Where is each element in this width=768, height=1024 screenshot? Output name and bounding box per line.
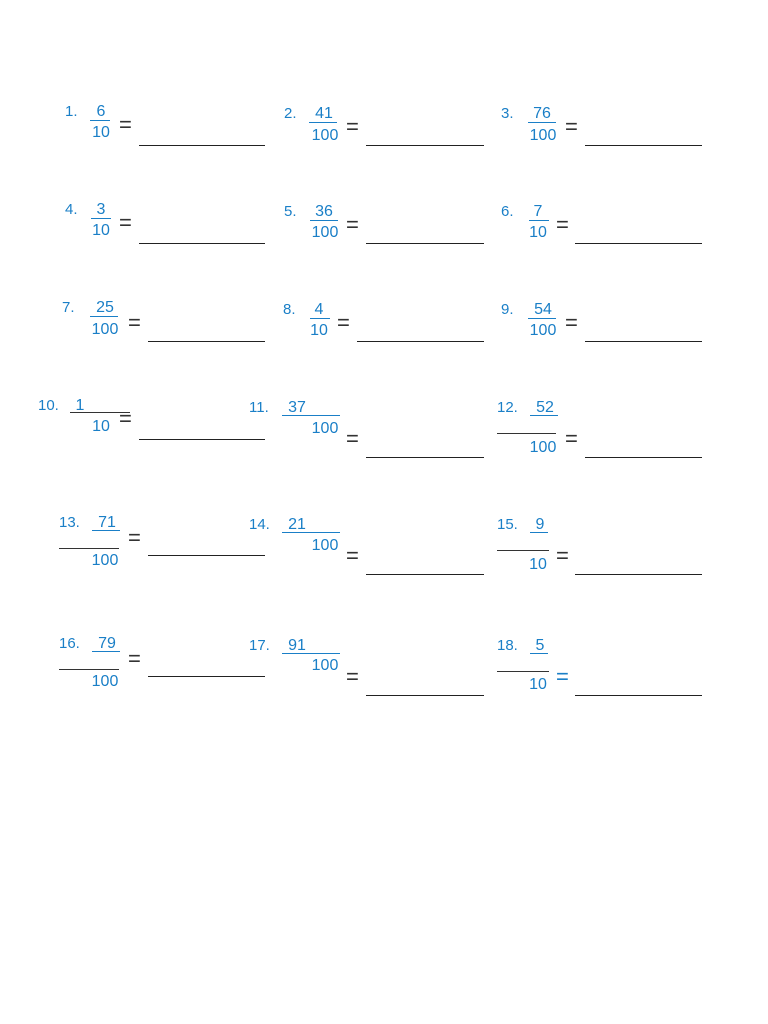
numerator: 5 xyxy=(535,637,545,654)
denominator: 10 xyxy=(92,418,110,435)
denominator: 10 xyxy=(92,124,110,141)
fraction-bar xyxy=(309,122,337,123)
problem-number: 13. xyxy=(59,514,80,531)
answer-blank[interactable] xyxy=(585,145,702,146)
numerator: 54 xyxy=(534,301,552,318)
fraction-bar xyxy=(528,318,556,319)
numerator: 41 xyxy=(315,105,333,122)
numerator: 1 xyxy=(75,397,85,414)
numerator: 6 xyxy=(96,103,106,120)
answer-blank[interactable] xyxy=(366,695,484,696)
equals-sign: = xyxy=(346,543,359,568)
answer-blank[interactable] xyxy=(366,574,484,575)
denominator: 10 xyxy=(92,222,110,239)
answer-blank[interactable] xyxy=(148,555,265,556)
numerator: 7 xyxy=(533,203,543,220)
denominator: 100 xyxy=(529,322,557,339)
equals-sign: = xyxy=(565,426,578,451)
fraction-bar xyxy=(92,530,120,531)
fraction-bar xyxy=(91,218,111,219)
answer-blank[interactable] xyxy=(357,341,484,342)
problem-number: 3. xyxy=(501,105,514,122)
denominator: 100 xyxy=(311,537,339,554)
denominator: 100 xyxy=(529,127,557,144)
problem-number: 15. xyxy=(497,516,518,533)
denominator: 100 xyxy=(311,224,339,241)
problem-number: 17. xyxy=(249,637,270,654)
numerator: 79 xyxy=(98,635,116,652)
denominator: 10 xyxy=(529,224,547,241)
answer-blank[interactable] xyxy=(139,243,265,244)
problem-number: 9. xyxy=(501,301,514,318)
fraction-bar xyxy=(530,532,548,533)
equals-sign: = xyxy=(119,210,132,235)
numerator: 9 xyxy=(535,516,545,533)
fraction-bar xyxy=(529,220,549,221)
equals-sign: = xyxy=(346,426,359,451)
fraction-bar xyxy=(92,651,120,652)
equals-sign: = xyxy=(346,212,359,237)
fraction-bar xyxy=(282,653,340,654)
fraction-bar-long xyxy=(497,671,549,672)
answer-blank[interactable] xyxy=(575,243,702,244)
problem-number: 12. xyxy=(497,399,518,416)
fraction-bar-long xyxy=(59,548,119,549)
fraction-bar xyxy=(90,316,118,317)
answer-blank[interactable] xyxy=(585,341,702,342)
answer-blank[interactable] xyxy=(575,695,702,696)
fraction-bar xyxy=(282,415,340,416)
answer-blank[interactable] xyxy=(585,457,702,458)
answer-blank[interactable] xyxy=(575,574,702,575)
fraction-bar xyxy=(310,220,338,221)
equals-sign: = xyxy=(119,406,132,431)
equals-sign: = xyxy=(556,664,569,689)
equals-sign: = xyxy=(337,310,350,335)
denominator: 100 xyxy=(91,552,119,569)
answer-blank[interactable] xyxy=(148,341,265,342)
denominator: 10 xyxy=(529,556,547,573)
equals-sign: = xyxy=(565,310,578,335)
fraction-bar xyxy=(282,532,340,533)
equals-sign: = xyxy=(119,112,132,137)
fraction-bar xyxy=(530,415,558,416)
equals-sign: = xyxy=(128,646,141,671)
problem-number: 4. xyxy=(65,201,78,218)
numerator: 25 xyxy=(96,299,114,316)
answer-blank[interactable] xyxy=(139,439,265,440)
equals-sign: = xyxy=(346,114,359,139)
fraction-bar-long xyxy=(497,433,556,434)
problem-number: 2. xyxy=(284,105,297,122)
problem-number: 8. xyxy=(283,301,296,318)
answer-blank[interactable] xyxy=(366,457,484,458)
equals-sign: = xyxy=(128,310,141,335)
numerator: 52 xyxy=(536,399,554,416)
denominator: 100 xyxy=(91,673,119,690)
denominator: 10 xyxy=(529,676,547,693)
numerator: 91 xyxy=(288,637,306,654)
fraction-bar xyxy=(310,318,330,319)
numerator: 76 xyxy=(533,105,551,122)
fraction-bar-long xyxy=(59,669,119,670)
denominator: 100 xyxy=(91,321,119,338)
answer-blank[interactable] xyxy=(366,243,484,244)
numerator: 3 xyxy=(96,201,106,218)
problem-number: 14. xyxy=(249,516,270,533)
numerator: 37 xyxy=(288,399,306,416)
equals-sign: = xyxy=(556,212,569,237)
denominator: 100 xyxy=(311,657,339,674)
problem-number: 1. xyxy=(65,103,78,120)
problem-number: 16. xyxy=(59,635,80,652)
problem-number: 5. xyxy=(284,203,297,220)
answer-blank[interactable] xyxy=(366,145,484,146)
equals-sign: = xyxy=(128,525,141,550)
denominator: 100 xyxy=(529,439,557,456)
problem-number: 6. xyxy=(501,203,514,220)
numerator: 4 xyxy=(314,301,324,318)
problem-number: 7. xyxy=(62,299,75,316)
fraction-bar xyxy=(530,653,548,654)
answer-blank[interactable] xyxy=(148,676,265,677)
denominator: 100 xyxy=(311,420,339,437)
problem-number: 18. xyxy=(497,637,518,654)
numerator: 21 xyxy=(288,516,306,533)
denominator: 10 xyxy=(310,322,328,339)
denominator: 100 xyxy=(311,127,339,144)
equals-sign: = xyxy=(556,543,569,568)
fraction-bar xyxy=(90,120,110,121)
fraction-bar-long xyxy=(497,550,549,551)
numerator: 36 xyxy=(315,203,333,220)
problem-number: 10. xyxy=(38,397,59,414)
numerator: 71 xyxy=(98,514,116,531)
problem-number: 11. xyxy=(249,399,269,416)
answer-blank[interactable] xyxy=(139,145,265,146)
equals-sign: = xyxy=(346,664,359,689)
fraction-bar xyxy=(528,122,556,123)
equals-sign: = xyxy=(565,114,578,139)
